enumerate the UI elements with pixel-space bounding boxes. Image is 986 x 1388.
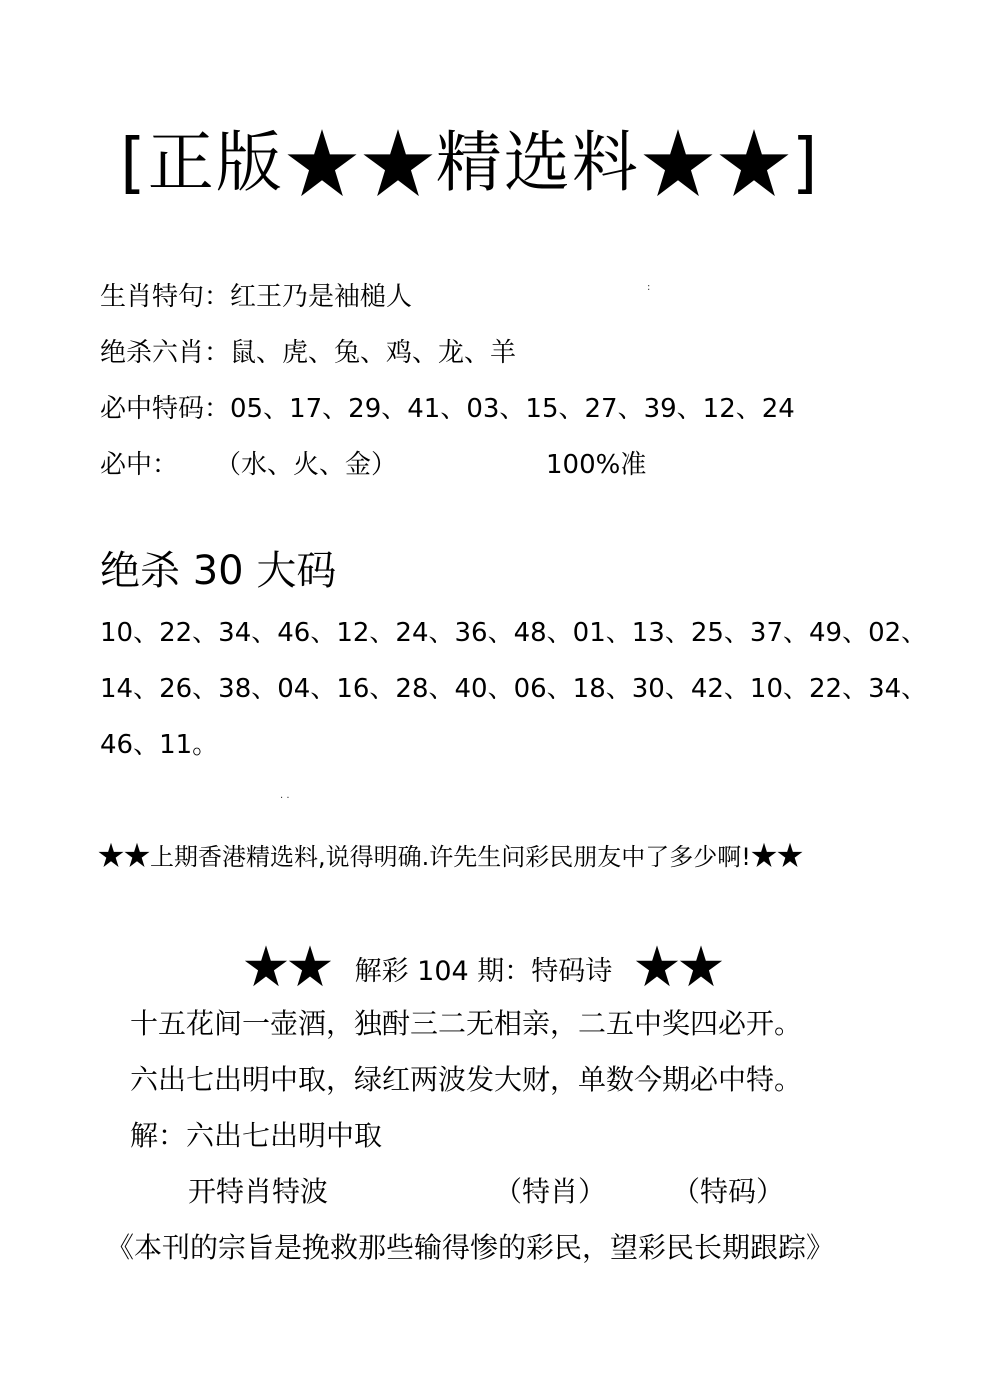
stray-mark: . . [280,790,290,801]
accuracy-note: 100%准 [546,450,647,480]
star-icon [751,842,777,868]
poem-explain: 解：六出七出明中取 [130,1119,383,1152]
title-open-bracket: [ [120,124,148,201]
poem-heading-text: 解彩 104 期：特码诗 [354,956,613,987]
poem-heading [244,944,723,994]
announcement-text: 上期香港精选料,说得明确.许先生问彩民朋友中了多少啊! [150,843,751,871]
star-icon [679,944,723,988]
star-icon [124,842,150,868]
kill-six-zodiac: 绝杀六肖：鼠、虎、兔、鸡、龙、羊 [100,338,517,368]
kill30-row: 46、11。 [100,730,219,760]
footer-motto: 《本刊的宗旨是挽救那些输得惨的彩民，望彩民长期跟踪》 [106,1231,835,1264]
title-close-bracket: ] [791,124,820,201]
star-icon [286,127,358,199]
shengxiao-label: （特肖） [494,1175,607,1208]
kill30-row: 10、22、34、46、12、24、36、48、01、13、25、37、49、02、 [100,618,928,648]
kill30-heading: 绝杀 30 大码 [100,548,337,594]
star-icon [777,842,803,868]
stray-mark: : [647,282,651,293]
star-icon [642,127,714,199]
title-part2: 精选料 [435,124,640,201]
elements-label: 必中： [100,450,179,480]
star-icon [244,944,288,988]
star-icon [98,842,124,868]
poem-line: 十五花间一壶酒，独酎三二无相亲，二五中奖四必开。 [130,1007,803,1040]
star-icon [288,944,332,988]
star-icon [635,944,679,988]
star-icon [362,127,434,199]
special-codes: 必中特码：05、17、29、41、03、15、27、39、12、24 [100,394,795,424]
kill30-row: 14、26、38、04、16、28、40、06、18、30、42、10、22、34、 [100,674,928,704]
announcement [98,840,803,874]
title-part1: 正版 [147,124,284,201]
tema-label: （特码） [672,1175,785,1208]
poem-line: 六出七出明中取，绿红两波发大财，单数今期必中特。 [130,1063,803,1096]
elements-value: （水、火、金） [215,450,398,480]
page-title [120,118,820,208]
star-icon [718,127,790,199]
open-label: 开特肖特波 [188,1175,329,1208]
zodiac-phrase: 生肖特句：红王乃是袖槌人 [100,282,413,312]
